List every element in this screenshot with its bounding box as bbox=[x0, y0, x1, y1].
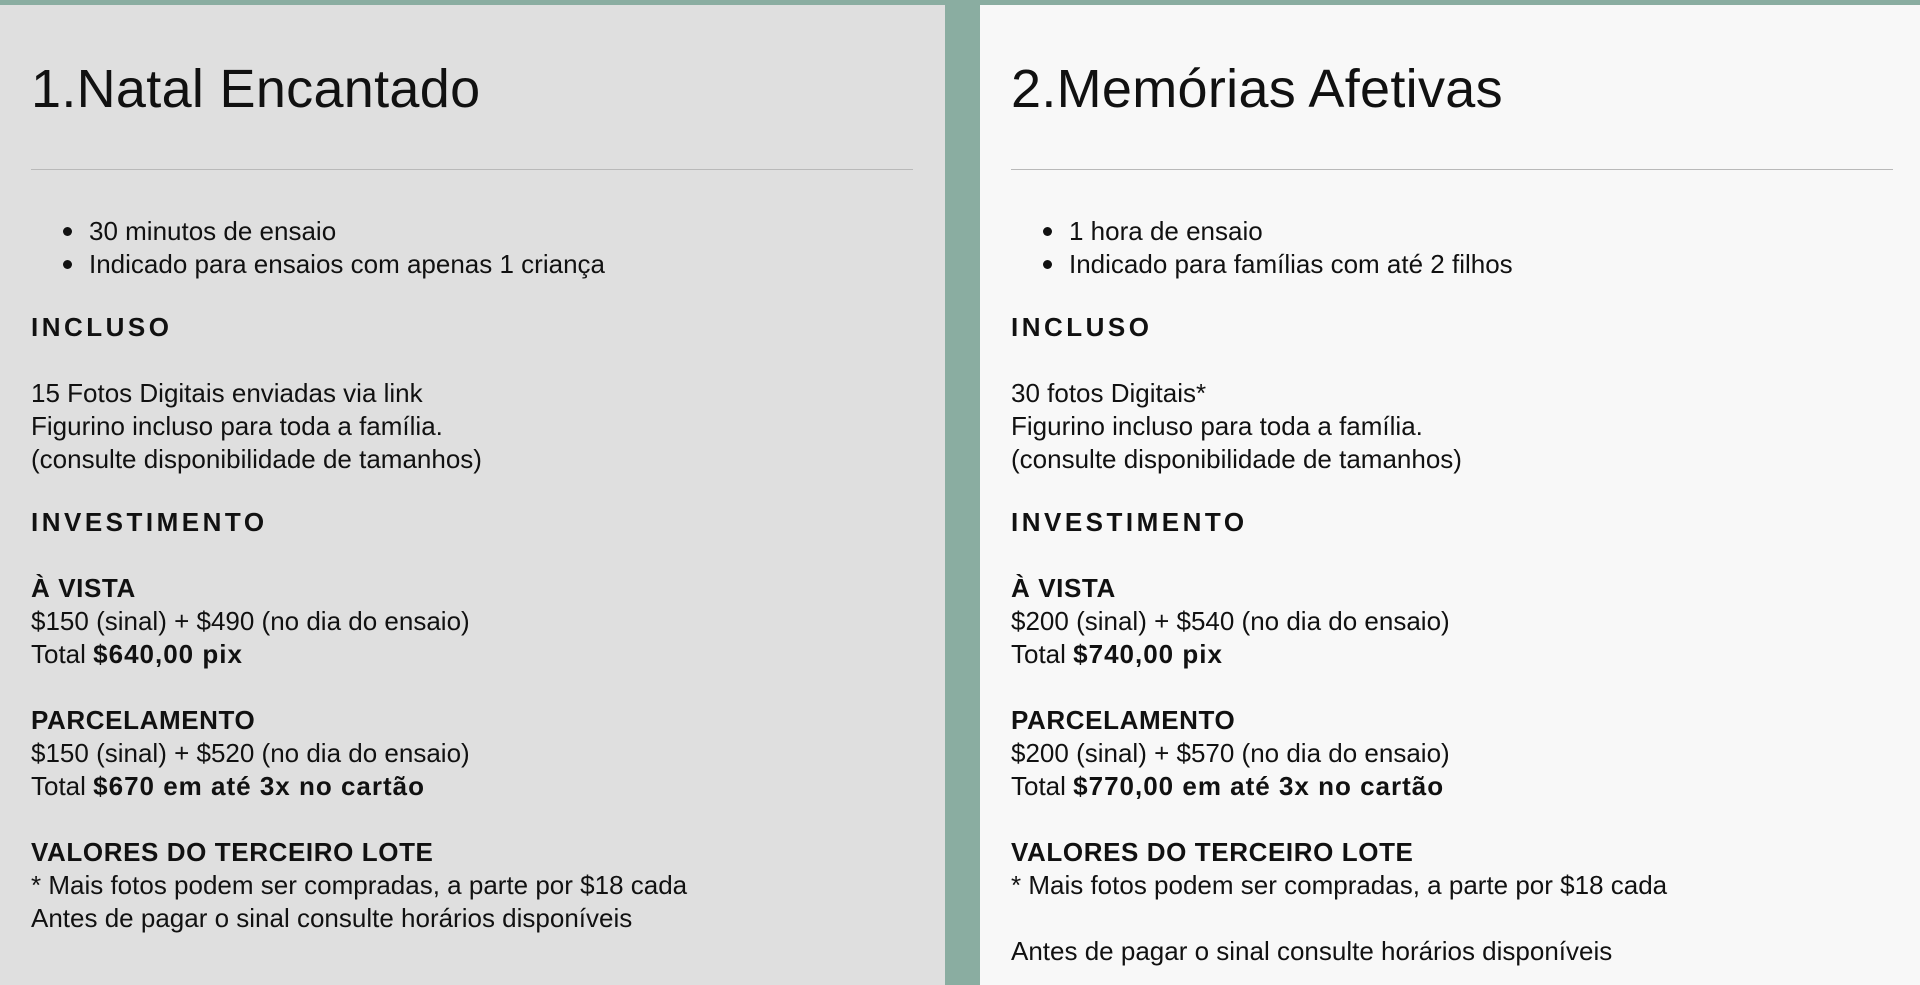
total-value: $740,00 pix bbox=[1073, 639, 1223, 669]
parcelamento-label: PARCELAMENTO bbox=[1011, 705, 1236, 735]
incluso-line: (consulte disponibilidade de tamanhos) bbox=[1011, 444, 1462, 474]
a-vista-detail: $150 (sinal) + $490 (no dia do ensaio) bbox=[31, 606, 470, 636]
title-divider bbox=[31, 169, 913, 170]
availability-notice: Antes de pagar o sinal consulte horários disponíveis bbox=[1011, 936, 1613, 966]
feature-text: Indicado para ensaios com apenas 1 criança bbox=[89, 249, 605, 279]
a-vista-label: À VISTA bbox=[1011, 573, 1116, 603]
incluso-details bbox=[1011, 377, 1889, 476]
feature-item bbox=[1037, 215, 1889, 248]
feature-text: 30 minutos de ensaio bbox=[89, 216, 337, 246]
title-divider bbox=[1011, 169, 1893, 170]
parcelamento-detail: $200 (sinal) + $570 (no dia do ensaio) bbox=[1011, 738, 1450, 768]
incluso-line: Figurino incluso para toda a família. bbox=[31, 411, 443, 441]
total-value: $770,00 em até 3x no cartão bbox=[1073, 771, 1445, 801]
a-vista-total bbox=[31, 638, 914, 671]
incluso-line: Figurino incluso para toda a família. bbox=[1011, 411, 1423, 441]
bullet-icon bbox=[1043, 260, 1052, 269]
package-card-natal-encantado bbox=[0, 5, 945, 985]
incluso-line: 15 Fotos Digitais enviadas via link bbox=[31, 378, 423, 408]
a-vista-label: À VISTA bbox=[31, 573, 136, 603]
incluso-heading: INCLUSO bbox=[1011, 312, 1153, 342]
feature-text: Indicado para famílias com até 2 filhos bbox=[1069, 249, 1513, 279]
total-prefix: Total bbox=[1011, 639, 1066, 669]
investimento-heading: INVESTIMENTO bbox=[1011, 507, 1248, 537]
parcelamento-total bbox=[31, 770, 914, 803]
package-title: 2.Memórias Afetivas bbox=[1011, 59, 1503, 119]
a-vista-detail: $200 (sinal) + $540 (no dia do ensaio) bbox=[1011, 606, 1450, 636]
package-card-memorias-afetivas bbox=[980, 5, 1920, 985]
feature-item bbox=[57, 215, 914, 248]
a-vista-total bbox=[1011, 638, 1889, 671]
feature-item bbox=[57, 248, 914, 281]
investimento-details bbox=[1011, 572, 1889, 968]
bullet-icon bbox=[63, 260, 72, 269]
total-prefix: Total bbox=[1011, 771, 1066, 801]
parcelamento-total bbox=[1011, 770, 1889, 803]
incluso-heading: INCLUSO bbox=[31, 312, 173, 342]
package-title: 1.Natal Encantado bbox=[31, 59, 481, 119]
total-value: $640,00 pix bbox=[93, 639, 243, 669]
bullet-icon bbox=[1043, 227, 1052, 236]
feature-list bbox=[31, 215, 914, 281]
incluso-line: (consulte disponibilidade de tamanhos) bbox=[31, 444, 482, 474]
feature-text: 1 hora de ensaio bbox=[1069, 216, 1263, 246]
lote-label: VALORES DO TERCEIRO LOTE bbox=[1011, 837, 1414, 867]
investimento-heading: INVESTIMENTO bbox=[31, 507, 268, 537]
bullet-icon bbox=[63, 227, 72, 236]
lote-label: VALORES DO TERCEIRO LOTE bbox=[31, 837, 434, 867]
incluso-details bbox=[31, 377, 914, 476]
investimento-details bbox=[31, 572, 914, 935]
feature-item bbox=[1037, 248, 1889, 281]
extra-photos-note: * Mais fotos podem ser compradas, a parte por $18 cada bbox=[31, 870, 688, 900]
incluso-line: 30 fotos Digitais* bbox=[1011, 378, 1207, 408]
total-prefix: Total bbox=[31, 639, 86, 669]
availability-notice: Antes de pagar o sinal consulte horários disponíveis bbox=[31, 903, 633, 933]
feature-list bbox=[1011, 215, 1889, 281]
total-value: $670 em até 3x no cartão bbox=[93, 771, 425, 801]
parcelamento-detail: $150 (sinal) + $520 (no dia do ensaio) bbox=[31, 738, 470, 768]
parcelamento-label: PARCELAMENTO bbox=[31, 705, 256, 735]
total-prefix: Total bbox=[31, 771, 86, 801]
extra-photos-note: * Mais fotos podem ser compradas, a parte por $18 cada bbox=[1011, 870, 1668, 900]
